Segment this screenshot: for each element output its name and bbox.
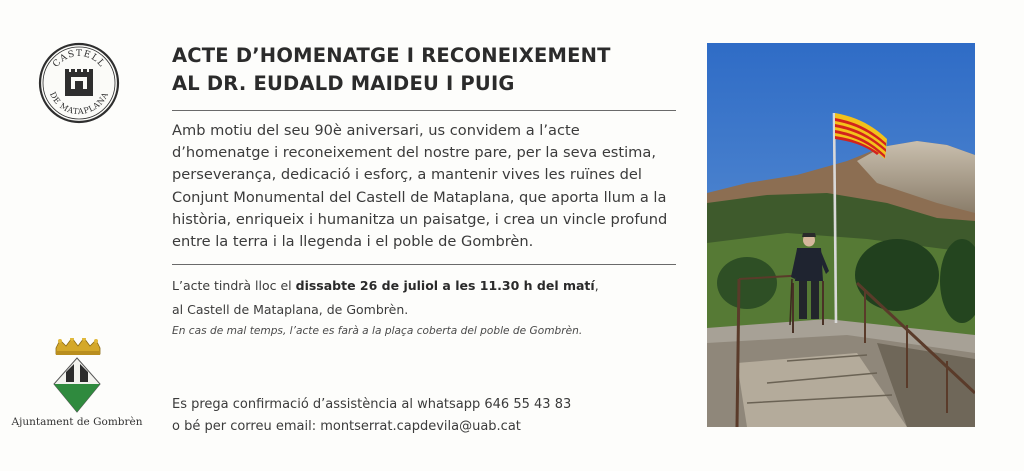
- divider-middle: [172, 264, 676, 265]
- event-date: dissabte 26 de juliol a les 11.30 h del matí: [295, 278, 595, 293]
- castle-icon: [65, 69, 93, 96]
- intro-line: perseverança, dedicació i esforç, a mantenir vives les ruïnes del: [172, 166, 642, 184]
- logo-bottom-text: DE MATAPLANA: [47, 90, 111, 117]
- event-details: [172, 274, 682, 340]
- divider-top: [172, 110, 676, 111]
- title-line-1: ACTE D’HOMENATGE I RECONEIXEMENT: [172, 44, 611, 67]
- castle-photo: [707, 43, 975, 427]
- weather-note: En cas de mal temps, l’acte es farà a la plaça coberta del poble de Gombrèn.: [172, 325, 583, 337]
- event-place: al Castell de Mataplana, de Gombrèn.: [172, 302, 409, 317]
- event-date-line: [172, 274, 682, 298]
- invitation-title: [172, 42, 692, 98]
- rsvp-whatsapp: Es prega confirmació d’assistència al whatsapp 646 55 43 83: [172, 397, 572, 412]
- intro-line: d’homenatge i reconeixement del nostre pare, per la seva estima,: [172, 144, 656, 162]
- intro-line: Conjunt Monumental del Castell de Mataplana, que aporta llum a la: [172, 188, 667, 206]
- coat-of-arms-icon: [50, 338, 104, 414]
- castell-mataplana-logo: [38, 42, 120, 124]
- title-line-2: AL DR. EUDALD MAIDEU I PUIG: [172, 72, 515, 95]
- intro-line: entre la terra i la llegenda i el poble de Gombrèn.: [172, 233, 534, 251]
- logo-top-text: CASTELL: [51, 48, 107, 70]
- ajuntament-label: Ajuntament de Gombrèn: [11, 416, 143, 428]
- intro-line: Amb motiu del seu 90è aniversari, us convidem a l’acte: [172, 122, 580, 139]
- rsvp-details: [172, 394, 682, 438]
- rsvp-email: o bé per correu email: montserrat.capdevila@uab.cat: [172, 419, 521, 434]
- intro-paragraph: [172, 120, 682, 253]
- event-prefix: L’acte tindrà lloc el: [172, 278, 296, 293]
- intro-line: història, enriqueix i humanitza un paisatge, i crea un vincle profund: [172, 210, 668, 228]
- event-suffix: ,: [594, 278, 599, 293]
